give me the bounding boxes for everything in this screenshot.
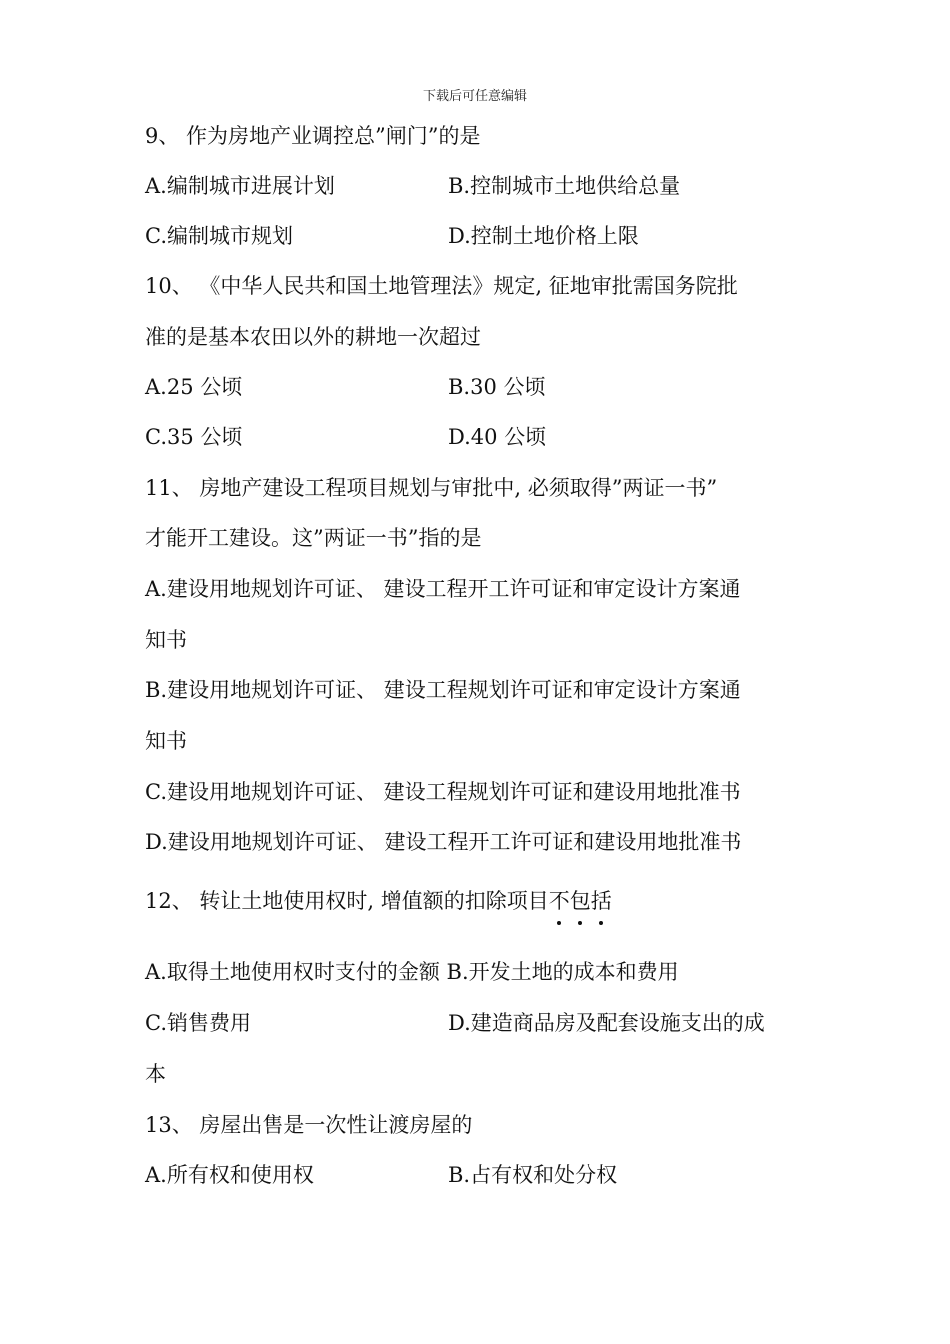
question-13-option-a: A.所有权和使用权 [145,1163,314,1187]
question-9-option-c: C.编制城市规划 [145,224,293,248]
emphasis-char: 括 [591,889,612,913]
question-11-option-b-line-1: B.建设用地规划许可证、 建设工程规划许可证和审定设计方案通 [145,678,741,702]
question-10-option-c: C.35 公顷 [145,425,243,449]
question-11-option-b-line-2: 知书 [145,729,187,753]
emphasis-dot [578,921,582,925]
question-11-stem-line-1: 11、 房地产建设工程项目规划与审批中, 必须取得”两证一书” [145,476,718,500]
question-10-stem-line-2: 准的是基本农田以外的耕地一次超过 [145,325,481,349]
question-11-stem-line-2: 才能开工建设。这”两证一书”指的是 [145,526,482,550]
emphasis-char: 不 [549,889,570,913]
question-11-option-d: D.建设用地规划许可证、 建设工程开工许可证和建设用地批准书 [145,830,742,854]
question-11-option-c: C.建设用地规划许可证、 建设工程规划许可证和建设用地批准书 [145,780,741,804]
question-12-option-d-line-2: 本 [145,1062,166,1086]
question-9-option-a: A.编制城市进展计划 [145,174,335,198]
question-10-stem-line-1: 10、 《中华人民共和国土地管理法》规定, 征地审批需国务院批 [145,274,738,298]
question-11-option-a-line-1: A.建设用地规划许可证、 建设工程开工许可证和审定设计方案通 [145,577,741,601]
question-9-option-b: B.控制城市土地供给总量 [448,174,681,198]
question-10-option-b: B.30 公顷 [448,375,546,399]
question-12-option-a-b: A.取得土地使用权时支付的金额 B.开发土地的成本和费用 [145,960,679,984]
question-11-option-a-line-2: 知书 [145,628,187,652]
emphasis-dot [599,921,603,925]
page-header: 下载后可任意编辑 [422,89,527,104]
question-9-stem: 9、 作为房地产业调控总”闸门”的是 [145,124,481,148]
question-12-option-c: C.销售费用 [145,1011,251,1035]
question-10-option-a: A.25 公顷 [145,375,243,399]
question-12-stem-text: 12、 转让土地使用权时, 增值额的扣除项目 [145,889,549,913]
question-13-option-b: B.占有权和处分权 [448,1163,618,1187]
question-12-stem [145,886,612,916]
question-13-stem: 13、 房屋出售是一次性让渡房屋的 [145,1113,473,1137]
question-10-option-d: D.40 公顷 [448,425,547,449]
question-9-option-d: D.控制土地价格上限 [448,224,639,248]
emphasis-dot [557,921,561,925]
question-12-option-d-line-1: D.建造商品房及配套设施支出的成 [448,1011,765,1035]
emphasis-char: 包 [570,889,591,913]
